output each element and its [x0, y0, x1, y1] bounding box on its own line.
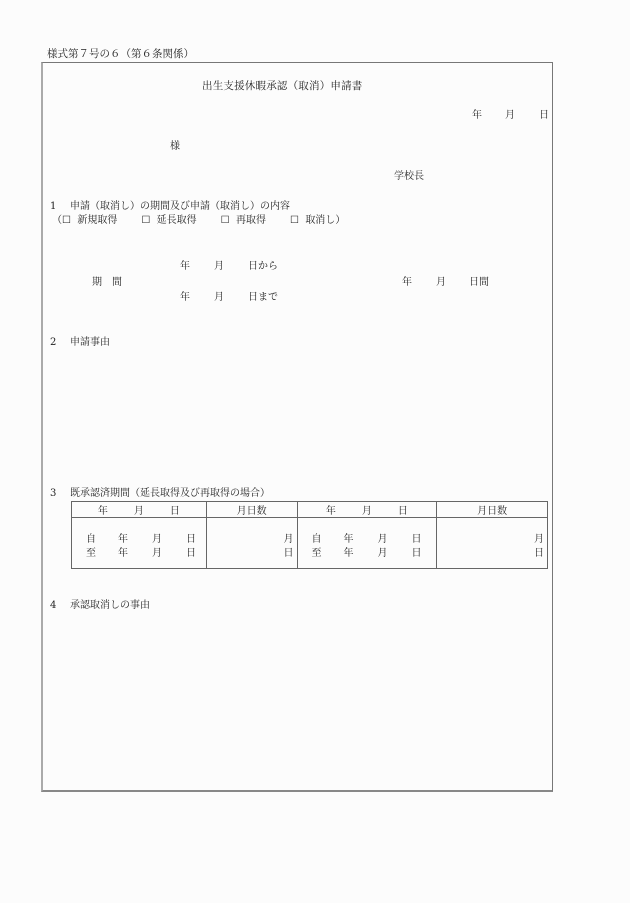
- option-new[interactable]: ☐ 新規取得: [62, 215, 118, 226]
- to-year: 年: [180, 292, 190, 303]
- checkbox-icon[interactable]: ☐: [289, 215, 299, 226]
- date-month-label: 月: [505, 110, 515, 121]
- date-day-label: 日: [539, 110, 549, 121]
- period-label: 期間: [92, 277, 132, 288]
- date-year-label: 年: [472, 110, 482, 121]
- to-month: 月: [214, 292, 224, 303]
- section3-title: 既承認済期間（延長取得及び再取得の場合）: [70, 488, 270, 499]
- days-cell-2[interactable]: 月 日: [437, 518, 548, 569]
- section3-number: 3: [50, 488, 57, 499]
- to-day: 日まで: [248, 292, 278, 303]
- days-cell-1[interactable]: 月 日: [206, 518, 297, 569]
- duration-year: 年: [402, 277, 412, 288]
- range-cell-2[interactable]: 自 年 月 日 至 年 月 日: [297, 518, 437, 569]
- header-date-2: 年 月 日: [297, 502, 437, 518]
- form-frame: [41, 62, 553, 792]
- option-extend[interactable]: ☐ 延長取得: [141, 215, 197, 226]
- addressee-suffix: 様: [170, 141, 180, 152]
- header-days-2: 月日数: [437, 502, 548, 518]
- from-day: 日から: [248, 261, 278, 272]
- document-title: 出生支援休暇承認（取消）申請書: [202, 80, 363, 92]
- section3-heading: [50, 488, 270, 500]
- section2-heading: [50, 337, 110, 349]
- checkbox-icon[interactable]: ☐: [62, 215, 71, 226]
- request-type-options: [52, 215, 345, 227]
- approved-period-table: [71, 501, 548, 569]
- header-date-1: 年 月 日: [72, 502, 207, 518]
- section4-title: 承認取消しの事由: [70, 600, 150, 611]
- section2-number: 2: [50, 337, 57, 348]
- section2-title: 申請事由: [70, 337, 110, 348]
- checkbox-icon[interactable]: ☐: [220, 215, 230, 226]
- header-days-1: 月日数: [206, 502, 297, 518]
- from-month: 月: [214, 261, 224, 272]
- from-year: 年: [180, 261, 190, 272]
- table-header-row: [72, 502, 548, 518]
- issuer-label: 学校長: [394, 171, 424, 182]
- duration-month: 月: [436, 277, 446, 288]
- form-reference: 様式第７号の６（第６条関係）: [47, 48, 194, 60]
- open-paren: （: [52, 215, 62, 226]
- section1-heading: [50, 201, 290, 213]
- section4-number: 4: [50, 600, 57, 611]
- checkbox-icon[interactable]: ☐: [141, 215, 151, 226]
- table-row: [72, 518, 548, 569]
- section1-title: 申請（取消し）の期間及び申請（取消し）の内容: [70, 201, 290, 212]
- section1-number: 1: [50, 201, 57, 212]
- range-cell-1[interactable]: 自 年 月 日 至 年 月 日: [72, 518, 207, 569]
- section4-heading: [50, 600, 150, 612]
- duration-day: 日間: [469, 277, 489, 288]
- close-paren: ）: [335, 215, 346, 226]
- option-cancel[interactable]: ☐ 取消し: [289, 215, 336, 226]
- option-reacquire[interactable]: ☐ 再取得: [220, 215, 266, 226]
